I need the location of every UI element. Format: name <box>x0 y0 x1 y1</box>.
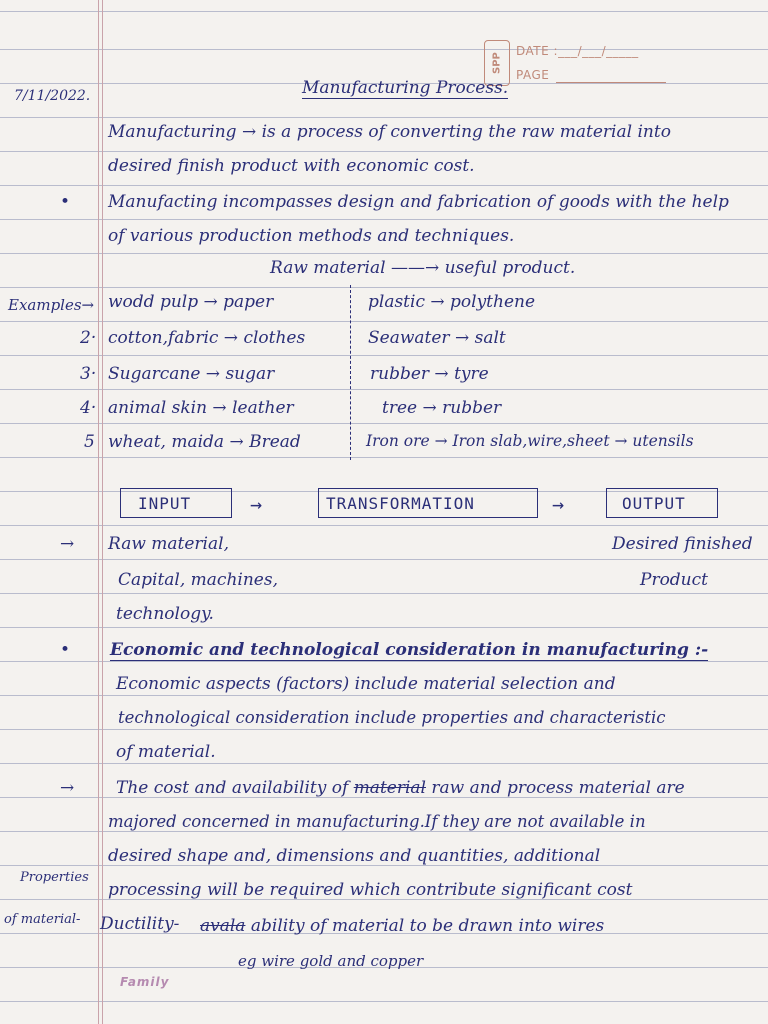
page-title: Manufacturing Process. <box>302 78 509 98</box>
line-raw-to-useful: Raw material ——→ useful product. <box>270 258 576 278</box>
margin-line <box>102 0 103 1024</box>
cost-line-3: desired shape and, dimensions and quantities, additional <box>108 846 601 866</box>
cost-line-1 <box>116 778 685 798</box>
example-left-1: wodd pulp → paper <box>108 292 274 312</box>
flow-arrow-1: → <box>250 492 264 516</box>
transformation-label: TRANSFORMATION <box>326 494 475 513</box>
econ-line-1: Economic aspects (factors) include material selection and <box>116 674 616 694</box>
example-num-5: 5 <box>84 432 95 452</box>
example-right-4: tree → rubber <box>382 398 502 418</box>
example-right-1: plastic → polythene <box>368 292 536 312</box>
input-technology: technology. <box>116 604 214 624</box>
example-left-4: animal skin → leather <box>108 398 294 418</box>
output-desired: Desired finished <box>612 534 753 554</box>
output-product: Product <box>640 570 708 590</box>
note-date: 7/11/2022. <box>14 88 91 104</box>
example-right-2: Seawater → salt <box>368 328 506 348</box>
ductility-term: Ductility- <box>100 914 180 934</box>
properties-label-2: of material- <box>4 912 81 927</box>
cost-line-1-start: The cost and availability of <box>116 778 349 798</box>
example-num-4: 4· <box>80 398 97 418</box>
example-left-5: wheat, maida → Bread <box>108 432 301 452</box>
ductility-def-text: ability of material to be drawn into wires <box>250 916 605 936</box>
flow-arrow-2: → <box>552 492 566 516</box>
example-left-2: cotton,fabric → clothes <box>108 328 306 348</box>
ductility-def <box>200 916 604 936</box>
struck-word: material <box>353 778 426 798</box>
cost-line-1-end: raw and process material are <box>431 778 685 798</box>
example-num-2: 2· <box>80 328 97 348</box>
ductility-example: eg wire gold and copper <box>238 952 424 970</box>
example-right-3: rubber → tyre <box>370 364 489 384</box>
cost-line-4: processing will be required which contribute significant cost <box>108 880 633 900</box>
examples-label: Examples→ <box>8 296 95 314</box>
input-label: INPUT <box>138 494 192 513</box>
line-manufacting: Manufacting incompasses design and fabrication of goods with the help <box>108 192 729 212</box>
arrow-marker: → <box>60 534 75 554</box>
cost-line-2: majored concerned in manufacturing.If they are not available in <box>108 812 646 831</box>
line-desired-finish: desired finish product with economic cost. <box>108 156 475 176</box>
margin-line <box>98 0 99 1024</box>
econ-heading: Economic and technological consideration in manufacturing :- <box>110 640 709 660</box>
date-header: DATE :___/___/_____ <box>516 44 639 58</box>
notebook-brand: Family <box>120 975 170 989</box>
input-capital: Capital, machines, <box>118 570 278 590</box>
struck-word: avala <box>200 916 246 936</box>
spp-logo: SPP <box>484 40 510 86</box>
line-manufacturing-def: Manufacturing → is a process of converting the raw material into <box>108 122 671 142</box>
properties-label-1: Properties <box>20 870 89 885</box>
page-header-line <box>556 82 666 83</box>
econ-line-3: of material. <box>116 742 216 762</box>
econ-line-2: technological consideration include properties and characteristic <box>118 708 666 727</box>
example-right-5: Iron ore → Iron slab,wire,sheet → utensils <box>366 432 694 450</box>
output-label: OUTPUT <box>622 494 686 513</box>
line-production-methods: of various production methods and techniques. <box>108 226 515 246</box>
example-num-3: 3· <box>80 364 97 384</box>
bullet: • <box>60 192 71 212</box>
bullet: • <box>60 640 71 660</box>
arrow-marker: → <box>60 778 75 798</box>
example-left-3: Sugarcane → sugar <box>108 364 275 384</box>
page-header: PAGE <box>516 68 550 82</box>
examples-divider <box>350 285 351 460</box>
input-raw-material: Raw material, <box>108 534 229 554</box>
